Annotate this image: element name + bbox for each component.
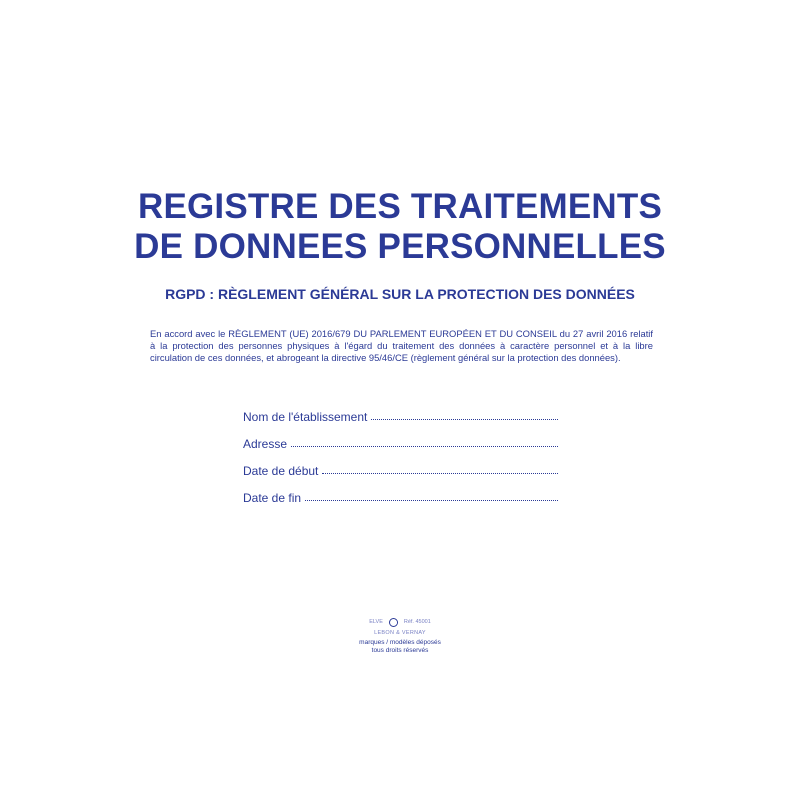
form-fields: [243, 410, 558, 518]
title-line-2: DE DONNEES PERSONNELLES: [134, 227, 666, 266]
rights-line-2: tous droits réservés: [371, 647, 429, 654]
field-label: Nom de l'établissement: [243, 410, 368, 424]
legal-notice: En accord avec le RÈGLEMENT (UE) 2016/679 DU PARLEMENT EUROPÉEN ET DU CONSEIL du 27 avril 2016 relatif à la protection des personnes physiques à l'égard du traitement des données à caractère personnel et à la libre circulation de ces données, et abrogeant la directive 95/46/CE (règlement général sur la protection des données).: [150, 328, 653, 363]
footer-reference: Réf. 45001: [403, 619, 431, 625]
dotted-fill-line: [305, 492, 558, 501]
footer-code-left: ELVE: [369, 619, 383, 625]
field-establishment-name: [243, 410, 558, 437]
field-label: Date de début: [243, 464, 319, 478]
field-end-date: [243, 491, 558, 518]
reference-line: [0, 616, 800, 628]
publisher-footer: [0, 616, 800, 655]
publisher-logo-icon: [389, 618, 398, 627]
field-address: [243, 437, 558, 464]
publisher-brand: LEBON & VERNAY: [374, 630, 426, 636]
rights-line-1: marques / modèles déposés: [359, 639, 441, 646]
field-start-date: [243, 464, 558, 491]
rights-notice: [0, 639, 800, 655]
field-label: Date de fin: [243, 491, 302, 505]
dotted-fill-line: [291, 438, 558, 447]
subtitle: RGPD : RÈGLEMENT GÉNÉRAL SUR LA PROTECTION DES DONNÉES: [165, 286, 635, 302]
dotted-fill-line: [322, 465, 558, 474]
dotted-fill-line: [371, 411, 558, 420]
field-label: Adresse: [243, 437, 288, 451]
title-line-1: REGISTRE DES TRAITEMENTS: [137, 187, 662, 226]
